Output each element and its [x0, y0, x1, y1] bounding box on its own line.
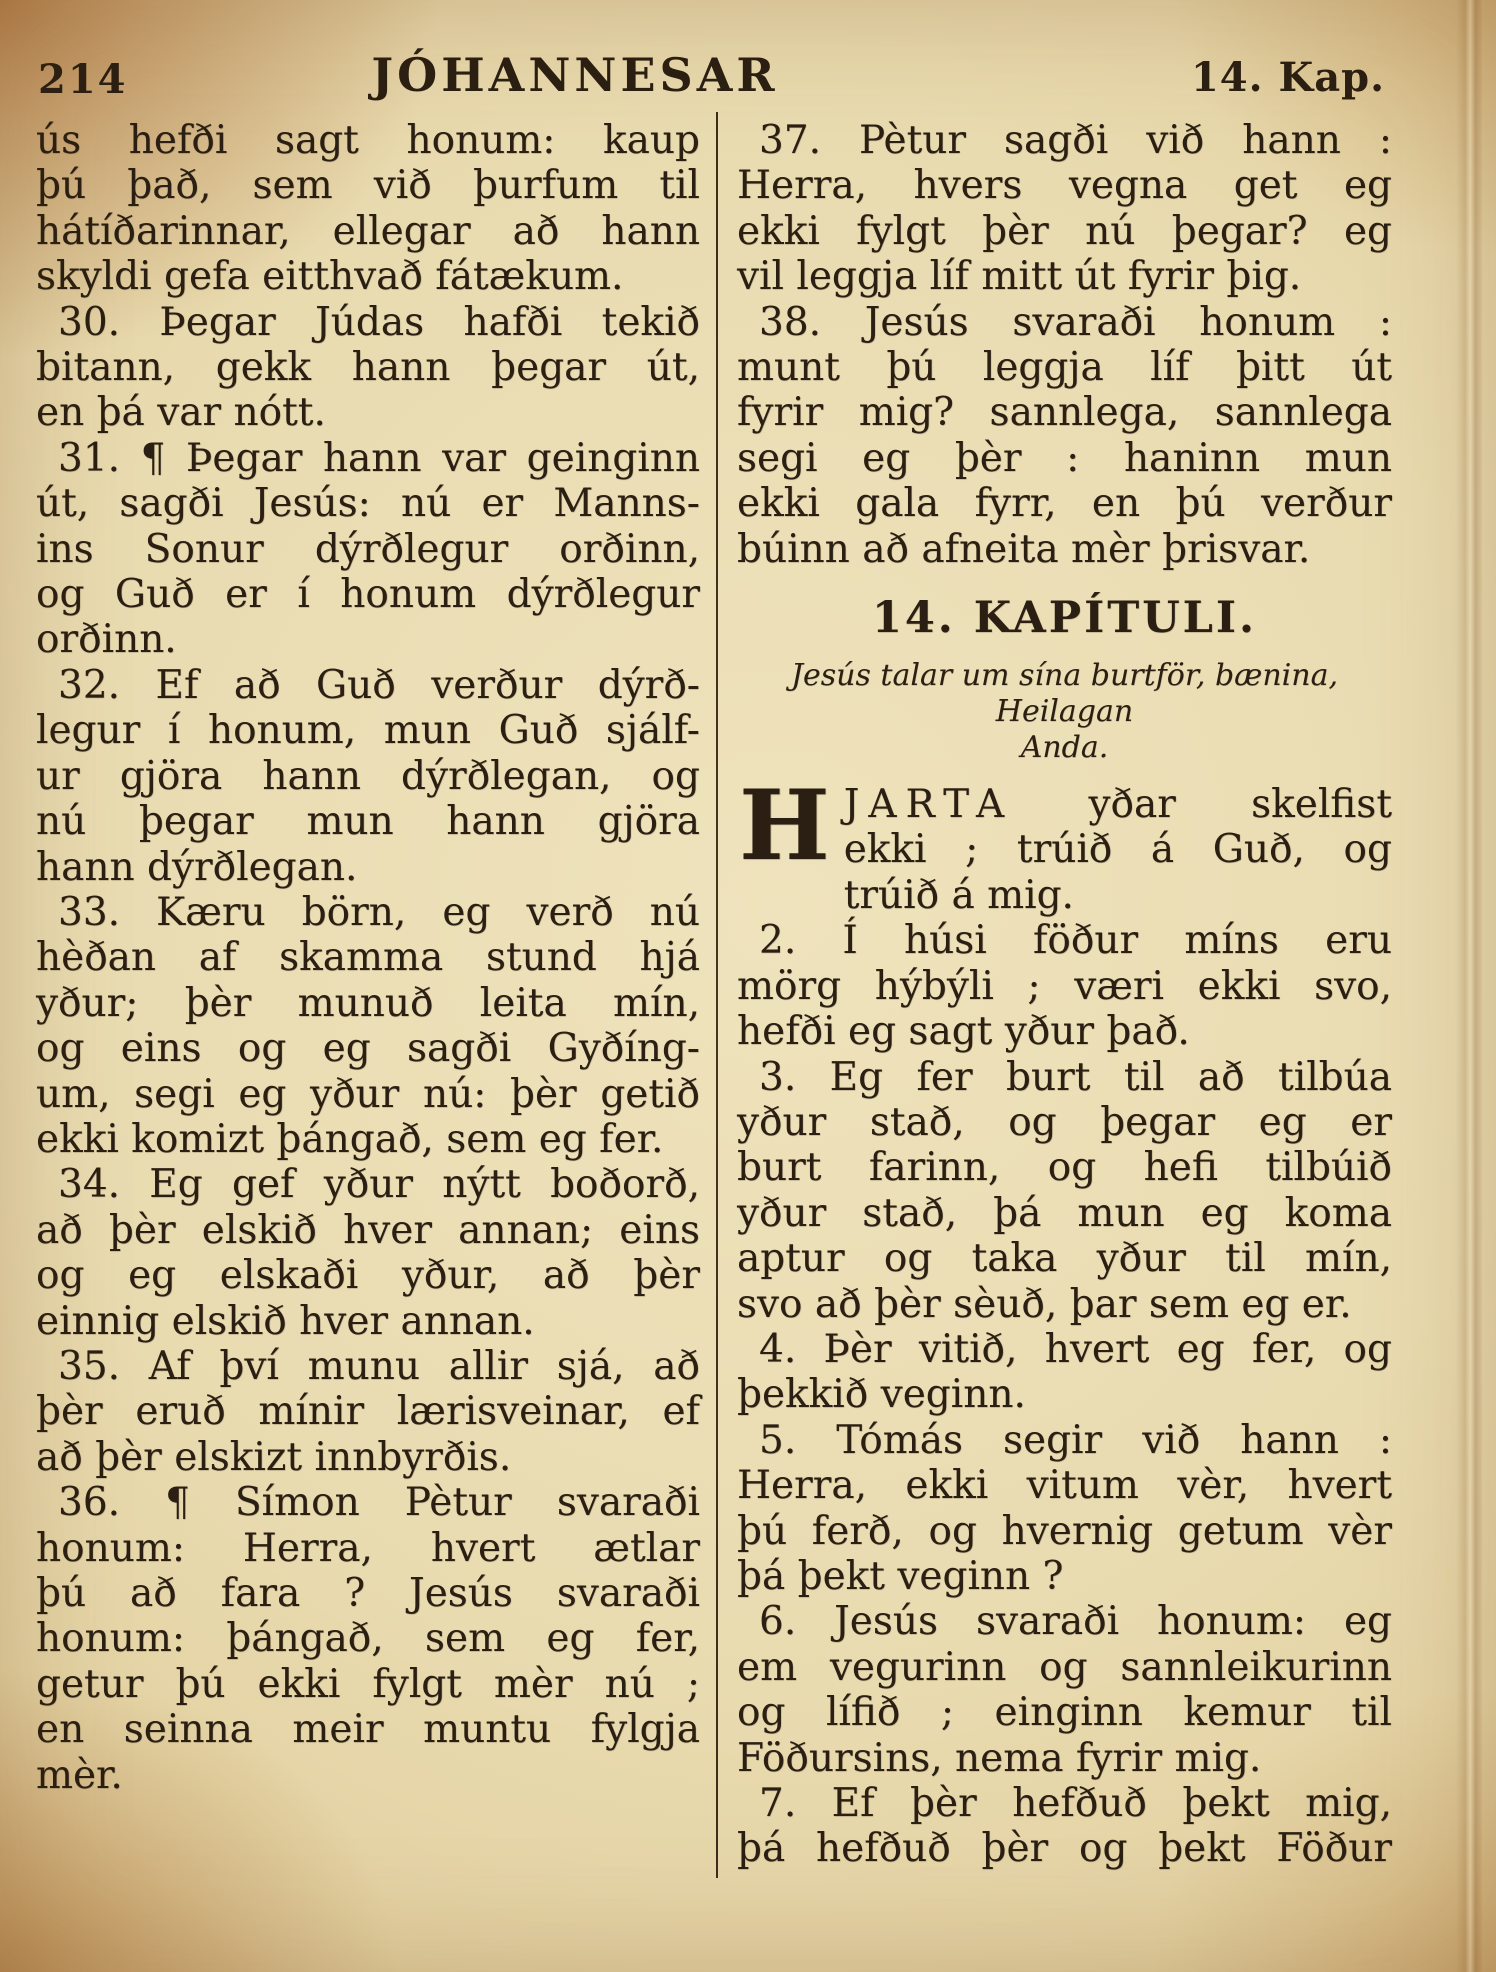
text-line: honum: Herra, hvert ætlar	[36, 1525, 700, 1571]
text-line: búinn að afneita mèr þrisvar.	[737, 526, 1311, 572]
text-line: yður; þèr munuð leita mín,	[36, 980, 700, 1026]
text-line: nú þegar mun hann gjöra	[36, 799, 700, 845]
verses-after-chapter	[737, 918, 1392, 1872]
text-line: og eg elskaði yður, að þèr	[36, 1253, 700, 1299]
text-line: 37. Pètur sagði við hann :	[759, 118, 1392, 163]
text-line: og lífið ; einginn kemur til	[737, 1690, 1392, 1736]
text-line: þèr eruð mínir lærisveinar, ef	[36, 1389, 700, 1435]
text-line: JARTA yðar skelfist	[843, 782, 1392, 828]
text-line: yður stað, þá mun eg koma	[737, 1190, 1392, 1236]
text-line: 35. Af því munu allir sjá, að	[58, 1343, 700, 1389]
text-line: burt farinn, og hefi tilbúið	[737, 1145, 1392, 1191]
text-line: en seinna meir muntu fylgja	[36, 1707, 700, 1753]
right-text-column	[737, 118, 1392, 1872]
text-line: en þá var nótt.	[36, 390, 326, 436]
text-line: ekki ; trúið á Guð, og	[843, 827, 1392, 873]
chapter-summary	[737, 658, 1392, 766]
verse-paragraph	[737, 1781, 1392, 1872]
verse-paragraph	[737, 118, 1392, 300]
text-line: aptur og taka yður til mín,	[737, 1236, 1392, 1282]
text-line: 32. Ef að Guð verður dýrð-	[58, 662, 700, 708]
small-caps-word: JARTA	[843, 782, 1014, 828]
text-line: vil leggja líf mitt út fyrir þig.	[737, 254, 1302, 300]
text-line: hefði eg sagt yður það.	[737, 1009, 1190, 1055]
text-line: svo að þèr sèuð, þar sem eg er.	[737, 1281, 1352, 1327]
running-title: JÓHANNESAR	[371, 48, 779, 102]
text-line: skyldi gefa eitthvað fátækum.	[36, 254, 624, 300]
text-line: orðinn.	[36, 617, 177, 663]
text-line: ins Sonur dýrðlegur orðinn,	[36, 526, 700, 572]
text-line: út, sagði Jesús: nú er Manns-	[36, 481, 700, 527]
verse-paragraph	[36, 1480, 700, 1798]
text-line: 3. Eg fer burt til að tilbúa	[759, 1054, 1392, 1100]
text-line: og Guð er í honum dýrðlegur	[36, 572, 700, 618]
text-line: 4. Þèr vitið, hvert eg fer, og	[759, 1326, 1392, 1372]
text-line: legur í honum, mun Guð sjálf-	[36, 708, 700, 754]
text-line: ús hefði sagt honum: kaup	[36, 118, 700, 163]
column-divider-rule	[716, 112, 718, 1878]
text-line: ekki fylgt þèr nú þegar? eg	[737, 208, 1392, 254]
text-line: 7. Ef þèr hefðuð þekt mig,	[759, 1781, 1392, 1826]
text-line: að þèr elskið hver annan; eins	[36, 1207, 700, 1253]
text-line: þú ferð, og hvernig getum vèr	[737, 1508, 1392, 1554]
text-line: mèr.	[36, 1752, 123, 1798]
drop-cap-paragraph	[737, 769, 1392, 918]
text-line: hátíðarinnar, ellegar að hann	[36, 208, 700, 254]
verse-paragraph	[737, 918, 1392, 1054]
text-line: einnig elskið hver annan.	[36, 1298, 535, 1344]
verses-before-chapter	[737, 118, 1392, 572]
page-header	[0, 0, 1496, 110]
text-line: þá hefðuð þèr og þekt Föður	[737, 1826, 1392, 1872]
text-line: honum: þángað, sem eg fer,	[36, 1616, 700, 1662]
text-line: segi eg þèr : haninn mun	[737, 435, 1392, 481]
text-line: munt þú leggja líf þitt út	[737, 345, 1392, 391]
text-line: trúið á mig.	[843, 872, 1074, 918]
text-line: um, segi eg yður nú: þèr getið	[36, 1071, 700, 1117]
chapter-reference: 14. Kap.	[1190, 54, 1386, 101]
text-line: 30. Þegar Júdas hafði tekið	[58, 299, 700, 345]
verse-paragraph	[737, 1599, 1392, 1781]
left-text-column	[36, 118, 700, 1798]
text-line: 6. Jesús svaraði honum: eg	[759, 1599, 1392, 1645]
text-line: 5. Tómás segir við hann :	[759, 1417, 1392, 1463]
text-line: 36. ¶ Símon Pètur svaraði	[58, 1480, 700, 1526]
chapter-summary-line: Jesús talar um sína burtför, bænina, Heilagan	[790, 658, 1339, 730]
drop-cap-letter: H	[739, 769, 830, 883]
verse-paragraph	[36, 1162, 700, 1344]
text-line: og eins og eg sagði Gyðíng-	[36, 1026, 700, 1072]
text-line: 2. Í húsi föður míns eru	[759, 918, 1392, 964]
text-line: Herra, hvers vegna get eg	[737, 163, 1392, 209]
verse-paragraph	[737, 1418, 1392, 1600]
text-line: bitann, gekk hann þegar út,	[36, 345, 700, 391]
text-line: 34. Eg gef yður nýtt boðorð,	[58, 1162, 700, 1208]
text-line: ekki komizt þángað, sem eg fer.	[36, 1116, 664, 1162]
verse-paragraph	[737, 300, 1392, 572]
verse-paragraph	[36, 436, 700, 663]
text-line: ekki gala fyrr, en þú verður	[737, 481, 1392, 527]
verse-paragraph	[36, 118, 700, 300]
text-line: þá þekt veginn ?	[737, 1553, 1064, 1599]
text-line: getur þú ekki fylgt mèr nú ;	[36, 1661, 700, 1707]
text-line: fyrir mig? sannlega, sannlega	[737, 390, 1392, 436]
verse-paragraph	[737, 1327, 1392, 1418]
chapter-summary-line: Anda.	[1020, 730, 1109, 766]
text-line: hèðan af skamma stund hjá	[36, 935, 700, 981]
text-line: 31. ¶ Þegar hann var geinginn	[58, 435, 700, 481]
text-line: mörg hýbýli ; væri ekki svo,	[737, 963, 1392, 1009]
text-line: að þèr elskizt innbyrðis.	[36, 1434, 512, 1480]
text-line: Herra, ekki vitum vèr, hvert	[737, 1463, 1392, 1509]
chapter-heading: 14. KAPÍTULI.	[871, 593, 1258, 644]
text-line: 38. Jesús svaraði honum :	[759, 299, 1392, 345]
text-line: yður stað, og þegar eg er	[737, 1099, 1392, 1145]
page-crease	[1456, 0, 1482, 1972]
verse-paragraph	[36, 1344, 700, 1480]
page-number: 214	[38, 56, 128, 103]
verse-paragraph	[36, 663, 700, 890]
text-line: þú að fara ? Jesús svaraði	[36, 1571, 700, 1616]
text-line: þekkið veginn.	[737, 1372, 1026, 1418]
text-line: em vegurinn og sannleikurinn	[737, 1644, 1392, 1690]
text-line: ur gjöra hann dýrðlegan, og	[36, 753, 700, 799]
text-line: hann dýrðlegan.	[36, 844, 358, 890]
text-line: 33. Kæru börn, eg verð nú	[58, 889, 700, 935]
verse-paragraph	[36, 300, 700, 436]
text-line: þú það, sem við þurfum til	[36, 163, 700, 209]
verse-paragraph	[36, 890, 700, 1162]
verse-paragraph	[737, 1055, 1392, 1327]
text-line: Föðursins, nema fyrir mig.	[737, 1735, 1262, 1781]
